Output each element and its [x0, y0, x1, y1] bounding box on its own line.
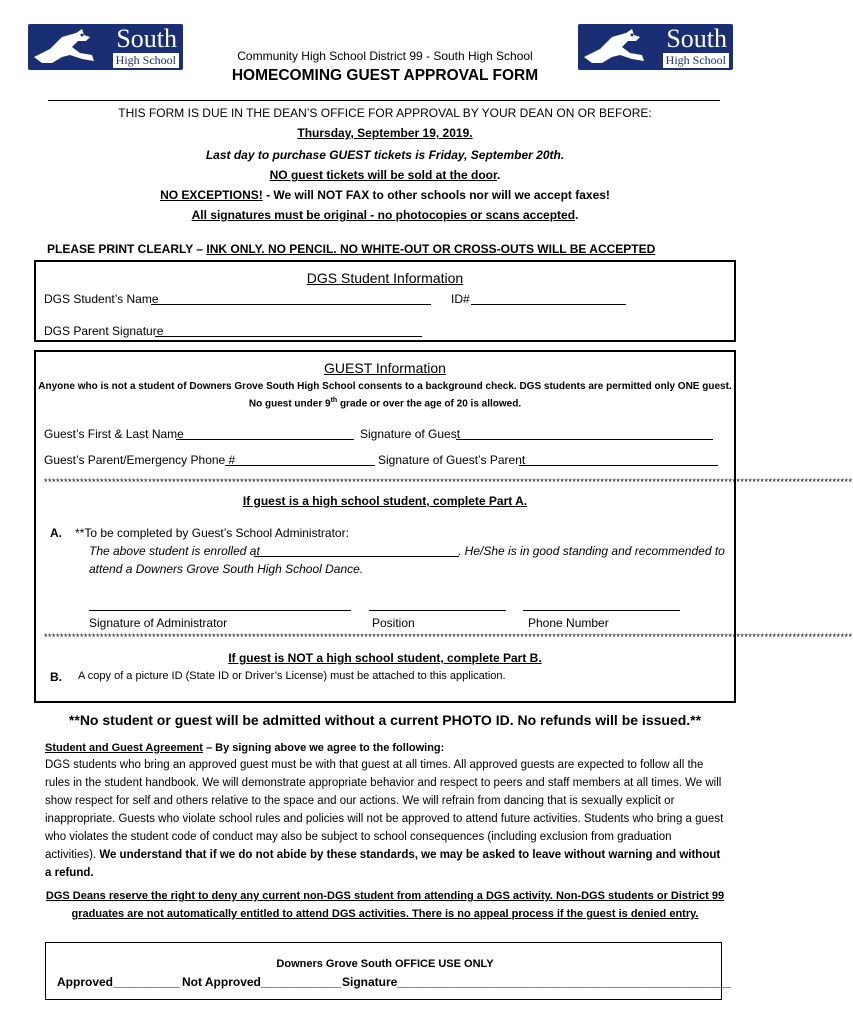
- enrolled-post: . He/She is in good standing and recommended to: [458, 544, 725, 558]
- dgs-student-heading: DGS Student Information: [306, 270, 464, 286]
- student-name-field[interactable]: [151, 304, 431, 305]
- logo-south-text: South: [666, 24, 727, 53]
- office-use-title: Downers Grove South OFFICE USE ONLY: [276, 958, 494, 970]
- school-logo-right: [578, 24, 733, 70]
- admin-position-field[interactable]: [369, 610, 506, 611]
- consent-line-1: Anyone who is not a student of Downers Grove South High School consents to a background check. DGS students are permitted only ONE guest.: [38, 381, 732, 392]
- no-door-notice: NO guest tickets will be sold at the door.: [269, 168, 501, 182]
- approved-field[interactable]: Approved__________: [57, 975, 180, 989]
- part-b-letter: B.: [50, 670, 62, 684]
- guest-signature-field[interactable]: [456, 439, 713, 440]
- admin-phone-field[interactable]: [523, 610, 680, 611]
- part-b-text: A copy of a picture ID (State ID or Driver’s License) must be attached to this application.: [78, 670, 506, 682]
- office-signature-field[interactable]: Signature__________________________________________________: [342, 975, 732, 989]
- last-day-notice: Last day to purchase GUEST tickets is Friday, September 20th.: [205, 148, 565, 162]
- logo-south-text: South: [116, 24, 177, 53]
- deans-line-2: graduates are not automatically entitled to attend DGS activities. There is no appeal process if the guest is denied entry.: [71, 908, 699, 920]
- office-use-section: [45, 942, 722, 1000]
- enrolled-label: The above student is enrolled at: [89, 544, 260, 558]
- due-date: Thursday, September 19, 2019.: [297, 126, 473, 140]
- parent-signature-label: DGS Parent Signature: [44, 324, 164, 338]
- form-title: HOMECOMING GUEST APPROVAL FORM: [231, 67, 539, 84]
- guest-name-label: Guest’s First & Last Name: [44, 427, 184, 441]
- school-name-field[interactable]: [254, 556, 459, 557]
- due-notice: THIS FORM IS DUE IN THE DEAN’S OFFICE FOR APPROVAL BY YOUR DEAN ON OR BEFORE:: [118, 106, 652, 120]
- part-a-instruction: **To be completed by Guest’s School Administrator:: [75, 526, 349, 540]
- no-exceptions-notice: NO EXCEPTIONS! - We will NOT FAX to other schools nor will we accept faxes!: [160, 188, 610, 202]
- guest-heading: GUEST Information: [324, 360, 446, 376]
- student-id-label: ID#: [451, 292, 470, 306]
- part-a-heading: If guest is a high school student, complete Part A.: [242, 494, 528, 508]
- logo-highschool-text: High School: [113, 53, 179, 68]
- guest-signature-label: Signature of Guest: [360, 427, 461, 441]
- guest-parent-sig-label: Signature of Guest’s Parent: [378, 453, 526, 467]
- logo-highschool-text: High School: [663, 53, 729, 68]
- signatures-notice: All signatures must be original - no photocopies or scans accepted.: [191, 208, 579, 222]
- part-b-heading: If guest is NOT a high school student, complete Part B.: [228, 651, 542, 665]
- not-approved-field[interactable]: Not Approved____________: [182, 975, 341, 989]
- guest-phone-label: Guest’s Parent/Emergency Phone #: [44, 453, 236, 467]
- header-rule: [48, 100, 720, 101]
- student-name-label: DGS Student’s Name: [44, 292, 159, 306]
- deans-line-1: DGS Deans reserve the right to deny any current non-DGS student from attending a DGS activity. Non-DGS students or District 99: [45, 890, 725, 902]
- photo-id-notice: **No student or guest will be admitted without a current PHOTO ID. No refunds will be issued.**: [68, 712, 702, 728]
- parent-signature-field[interactable]: [155, 336, 422, 337]
- admin-signature-label: Signature of Administrator: [89, 616, 228, 630]
- print-clearly-notice: PLEASE PRINT CLEARLY – INK ONLY. NO PENCIL. NO WHITE-OUT OR CROSS-OUTS WILL BE ACCEPTED: [47, 242, 656, 256]
- consent-line-2: No guest under 9th grade or over the age of 20 is allowed.: [248, 397, 522, 410]
- admin-phone-label: Phone Number: [528, 616, 609, 630]
- district-line: Community High School District 99 - South High School: [237, 49, 533, 63]
- agreement-heading: Student and Guest Agreement – By signing above we agree to the following:: [45, 742, 445, 754]
- school-logo-left: [28, 24, 183, 70]
- guest-parent-sig-field[interactable]: [519, 465, 718, 466]
- guest-phone-field[interactable]: [225, 465, 375, 466]
- divider-stars: **********************************************************************************************************************************************************************************************************: [44, 477, 853, 487]
- part-a-letter: A.: [50, 526, 62, 540]
- divider-stars: **********************************************************************************************************************************************************************************************************: [44, 632, 853, 642]
- agreement-body: DGS students who bring an approved guest must be with that guest at all times. All approved guests are expected to follow all the rules in the student handbook. We will demonstrate appropriate behavior and respect to peers and staff members at all times. We will show respect for self and others relative to the space and our actions. We will refrain from dancing that is sexually explicit or inappropriate. Guests who violate school rules and policies will not be approved to attend future activities. Students who bring a guest who violates the student code of conduct may also be subject to school consequences (including exclusion from graduation activities). We understand that if we do not abide by these standards, we may be asked to leave without warning and without a refund.: [45, 759, 724, 879]
- attend-line: attend a Downers Grove South High School Dance.: [89, 562, 364, 576]
- admin-position-label: Position: [372, 616, 415, 630]
- student-id-field[interactable]: [471, 304, 626, 305]
- guest-name-field[interactable]: [176, 439, 354, 440]
- admin-signature-field[interactable]: [89, 610, 351, 611]
